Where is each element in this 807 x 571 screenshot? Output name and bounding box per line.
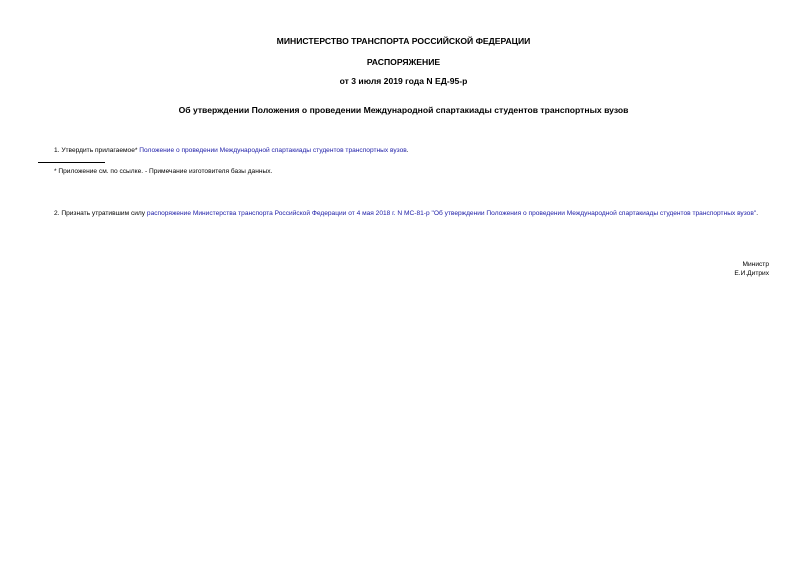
signature-name: Е.И.Дитрих	[734, 270, 769, 277]
item-2-suffix: .	[756, 210, 759, 217]
footnote-divider	[38, 162, 105, 163]
signature-position: Министр	[742, 261, 769, 268]
footnote: * Приложение см. по ссылке. - Примечание изготовителя базы данных.	[54, 168, 273, 175]
item-2-prefix: 2. Признать утратившим силу	[54, 210, 147, 217]
item-1-paragraph	[54, 146, 409, 155]
document-type: РАСПОРЯЖЕНИЕ	[366, 57, 441, 67]
ministry-heading: МИНИСТЕРСТВО ТРАНСПОРТА РОССИЙСКОЙ ФЕДЕРАЦИИ	[276, 36, 531, 46]
regulation-link[interactable]: Положение о проведении Международной спартакиады студентов транспортных вузов	[139, 147, 407, 154]
item-2-paragraph	[38, 209, 770, 218]
document-title: Об утверждении Положения о проведении Международной спартакиады студентов транспортных вузов	[178, 105, 629, 115]
item-1-prefix: 1. Утвердить прилагаемое*	[54, 147, 140, 154]
document-date-number: от 3 июля 2019 года N ЕД-95-р	[339, 76, 468, 86]
repealed-order-link[interactable]: распоряжение Министерства транспорта Российской Федерации от 4 мая 2018 г. N МС-81-р "Об утверждении Положения о проведении Международной спартакиады студентов транспортных вузов"	[146, 210, 757, 217]
item-1-suffix: .	[406, 147, 409, 154]
